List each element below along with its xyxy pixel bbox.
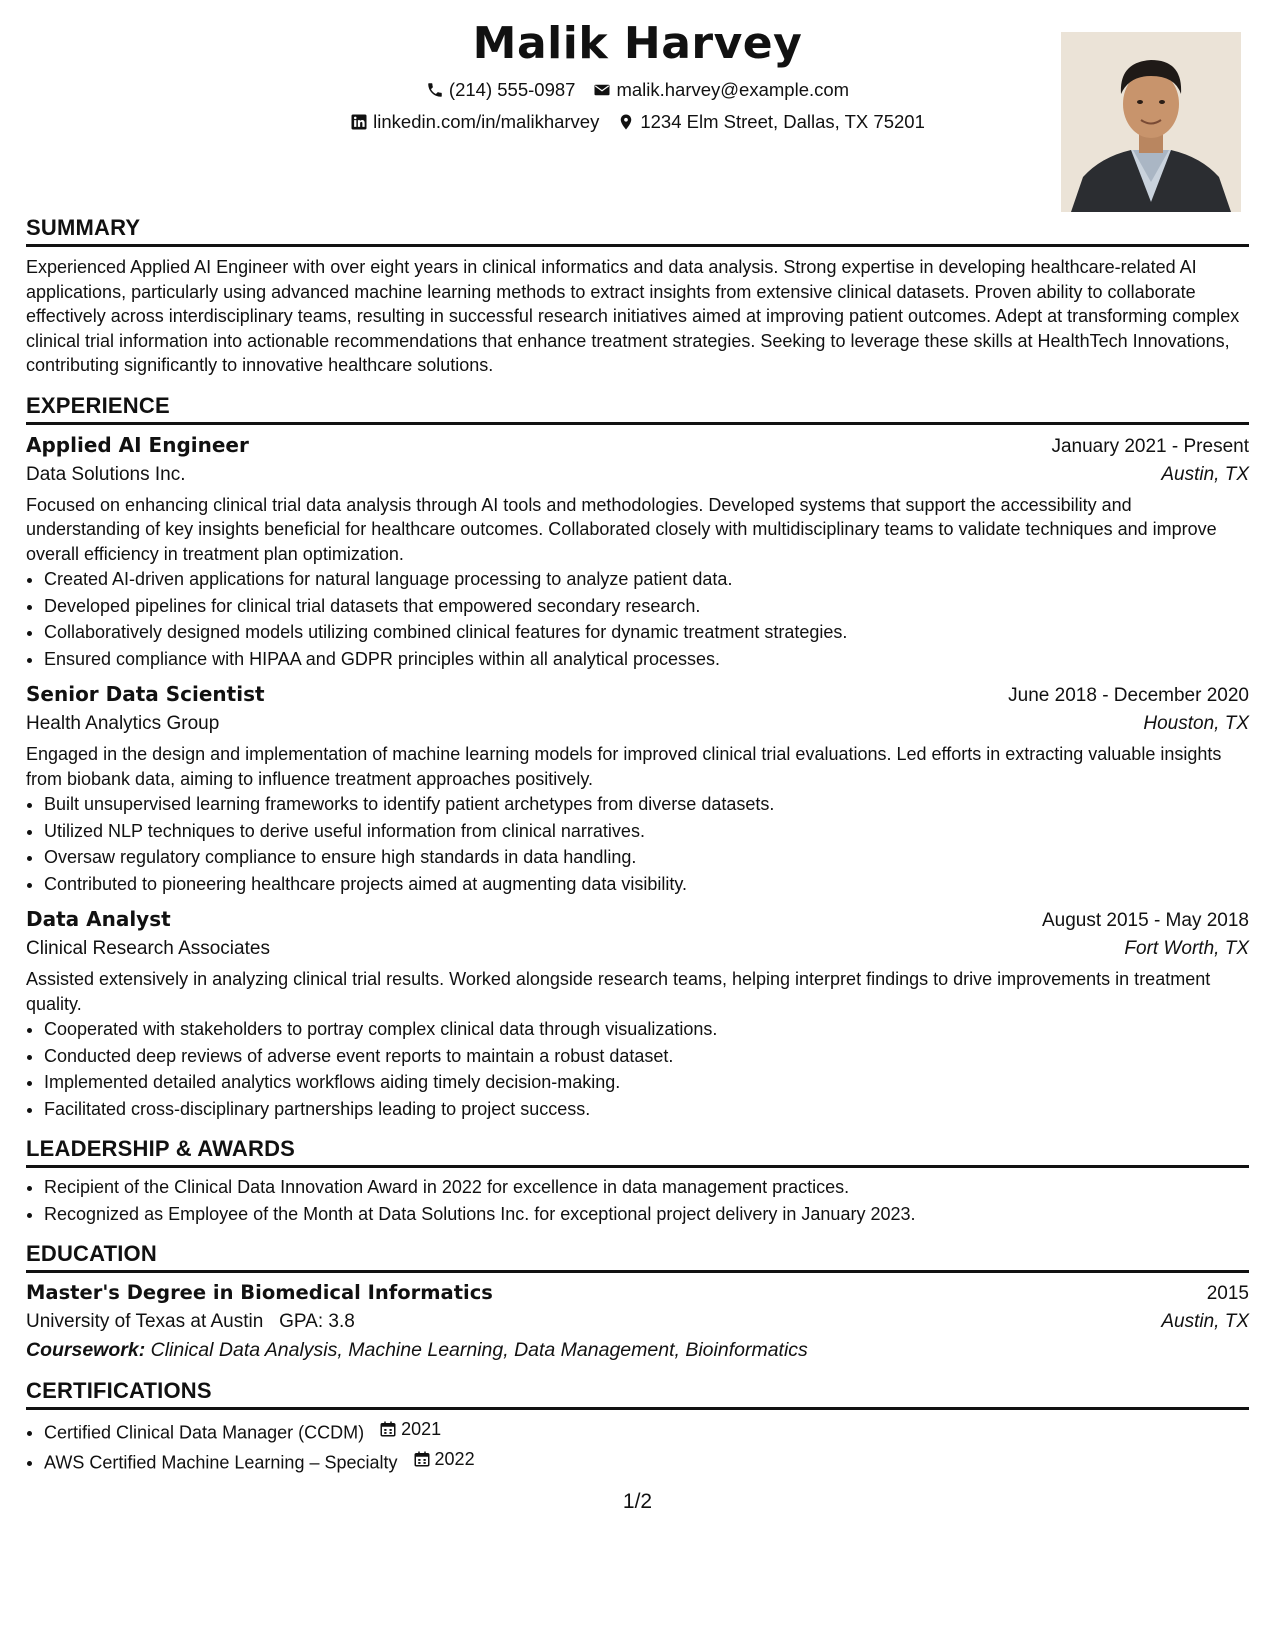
degree-year: 2015 <box>1206 1283 1249 1304</box>
job-dates: June 2018 - December 2020 <box>1008 685 1249 706</box>
degree-name: Master's Degree in Biomedical Informatics <box>26 1281 493 1304</box>
phone-contact <box>426 79 576 101</box>
job-bullets <box>26 566 1249 672</box>
linkedin-icon <box>350 113 368 131</box>
coursework-list: Clinical Data Analysis, Machine Learning, Data Management, Bioinformatics <box>150 1339 808 1361</box>
school-location: Austin, TX <box>1161 1311 1249 1332</box>
certification-year-group <box>379 1416 441 1443</box>
gpa: GPA: 3.8 <box>279 1311 355 1332</box>
job-description: Focused on enhancing clinical trial data analysis through AI tools and methodologies. Developed systems that support the accessibility and understanding of key insights beneficial for healthcare outcomes. Collaborated closely with multidisciplinary teams to validate techniques and improve overall efficiency in treatment plan optimization. <box>26 494 1217 564</box>
job-bullet: • Oversaw regulatory compliance to ensure high standards in data handling. <box>44 844 1249 871</box>
job-location: Austin, TX <box>1161 463 1249 485</box>
certification-item <box>44 1416 1249 1446</box>
awards-list <box>26 1174 1249 1227</box>
job-bullet: • Utilized NLP techniques to derive useful information from clinical narratives. <box>44 818 1249 845</box>
job-dates: January 2021 - Present <box>1051 435 1249 457</box>
page-number: 1/2 <box>622 1490 653 1513</box>
job-bullets <box>26 791 1249 897</box>
job-company: Clinical Research Associates <box>26 938 270 959</box>
profile-photo <box>1061 32 1241 212</box>
coursework-label: Coursework: <box>26 1339 146 1361</box>
job-bullets <box>26 1016 1249 1122</box>
certification-name: Certified Clinical Data Manager (CCDM) <box>44 1422 365 1443</box>
certification-year: 2021 <box>401 1419 442 1439</box>
summary-text: Experienced Applied AI Engineer with over eight years in clinical informatics and data analysis. Strong expertise in developing healthcare-related AI applications, particularly using advanced machine learning methods to extract insights from extensive clinical datasets. Proven ability to collaborate effectively across interdisciplinary teams, resulting in successful research initiatives aimed at improving patient outcomes. Adept at transforming complex clinical trial information into actionable recommendations that enhance treatment strategies. Seeking to leverage these skills at HealthTech Innovations, contributing significantly to innovative healthcare solutions. <box>26 257 1240 375</box>
portrait-image <box>1061 32 1241 212</box>
address-text: 1234 Elm Street, Dallas, TX 75201 <box>640 111 925 132</box>
job-entry <box>26 433 1249 673</box>
linkedin-text[interactable]: linkedin.com/in/malikharvey <box>373 111 600 132</box>
phone-icon <box>426 81 444 99</box>
address-contact <box>617 111 925 133</box>
experience-heading: EXPERIENCE <box>26 393 1249 425</box>
job-bullet: • Created AI-driven applications for natural language processing to analyze patient data. <box>44 566 1249 593</box>
job-title: Applied AI Engineer <box>26 432 249 457</box>
calendar-icon <box>413 1450 431 1468</box>
email-text[interactable]: malik.harvey@example.com <box>616 79 850 100</box>
calendar-icon <box>379 1420 397 1438</box>
school-info <box>26 1311 355 1333</box>
linkedin-contact[interactable] <box>350 111 599 133</box>
experience-section <box>26 393 1249 1123</box>
job-bullet: • Contributed to pioneering healthcare projects aimed at augmenting data visibility. <box>44 871 1249 898</box>
job-description: Engaged in the design and implementation of machine learning models for improved clinical trial evaluations. Led efforts in extracting valuable insights from biobank data, aiming to influence treatment approaches positively. <box>26 744 1222 789</box>
leadership-section <box>26 1136 1249 1227</box>
job-entry <box>26 907 1249 1122</box>
job-company: Data Solutions Inc. <box>26 463 186 485</box>
certifications-list <box>26 1416 1249 1476</box>
job-entry <box>26 682 1249 897</box>
job-bullet: • Built unsupervised learning frameworks to identify patient archetypes from diverse datasets. <box>44 791 1249 818</box>
job-bullet: • Cooperated with stakeholders to portray complex clinical data through visualizations. <box>44 1016 1249 1043</box>
job-title: Senior Data Scientist <box>26 682 265 706</box>
phone-text: (214) 555-0987 <box>448 79 576 100</box>
job-title: Data Analyst <box>26 907 171 931</box>
education-section <box>26 1241 1249 1362</box>
envelope-icon <box>593 81 611 99</box>
job-bullet: • Ensured compliance with HIPAA and GDPR principles within all analytical processes. <box>44 646 1249 673</box>
summary-heading: SUMMARY <box>26 215 1249 247</box>
certification-year-group <box>413 1446 475 1473</box>
job-bullet: • Collaboratively designed models utilizing combined clinical features for dynamic treatment strategies. <box>44 619 1249 646</box>
certification-year: 2022 <box>434 1448 475 1469</box>
map-pin-icon <box>617 113 635 131</box>
job-bullet: • Implemented detailed analytics workflows aiding timely decision-making. <box>44 1069 1249 1096</box>
award-item: • Recognized as Employee of the Month at Data Solutions Inc. for exceptional project delivery in January 2023. <box>44 1201 1249 1228</box>
summary-section <box>26 215 1249 378</box>
candidate-name: Malik Harvey <box>472 18 803 69</box>
job-dates: August 2015 - May 2018 <box>1041 910 1249 931</box>
job-description: Assisted extensively in analyzing clinical trial results. Worked alongside research teams, helping interpret findings to drive improvements in treatment quality. <box>26 969 1211 1014</box>
resume-header <box>26 0 1249 215</box>
job-bullet: • Facilitated cross-disciplinary partnerships leading to project success. <box>44 1096 1249 1123</box>
leadership-heading: LEADERSHIP & AWARDS <box>26 1136 1249 1168</box>
award-item: • Recipient of the Clinical Data Innovation Award in 2022 for excellence in data management practices. <box>44 1174 1249 1201</box>
job-bullet: • Developed pipelines for clinical trial datasets that empowered secondary research. <box>44 593 1249 620</box>
email-contact[interactable] <box>593 79 849 101</box>
job-bullet: • Conducted deep reviews of adverse event reports to maintain a robust dataset. <box>44 1043 1249 1070</box>
job-company: Health Analytics Group <box>26 713 220 734</box>
school-name: University of Texas at Austin <box>26 1311 264 1332</box>
coursework <box>26 1339 1249 1362</box>
certification-item <box>44 1446 1249 1476</box>
job-location: Houston, TX <box>1143 713 1249 734</box>
education-heading: EDUCATION <box>26 1241 1249 1273</box>
job-location: Fort Worth, TX <box>1124 938 1249 959</box>
certifications-section <box>26 1378 1249 1476</box>
certification-name: AWS Certified Machine Learning – Specialty <box>44 1452 398 1472</box>
certifications-heading: CERTIFICATIONS <box>26 1378 1249 1410</box>
